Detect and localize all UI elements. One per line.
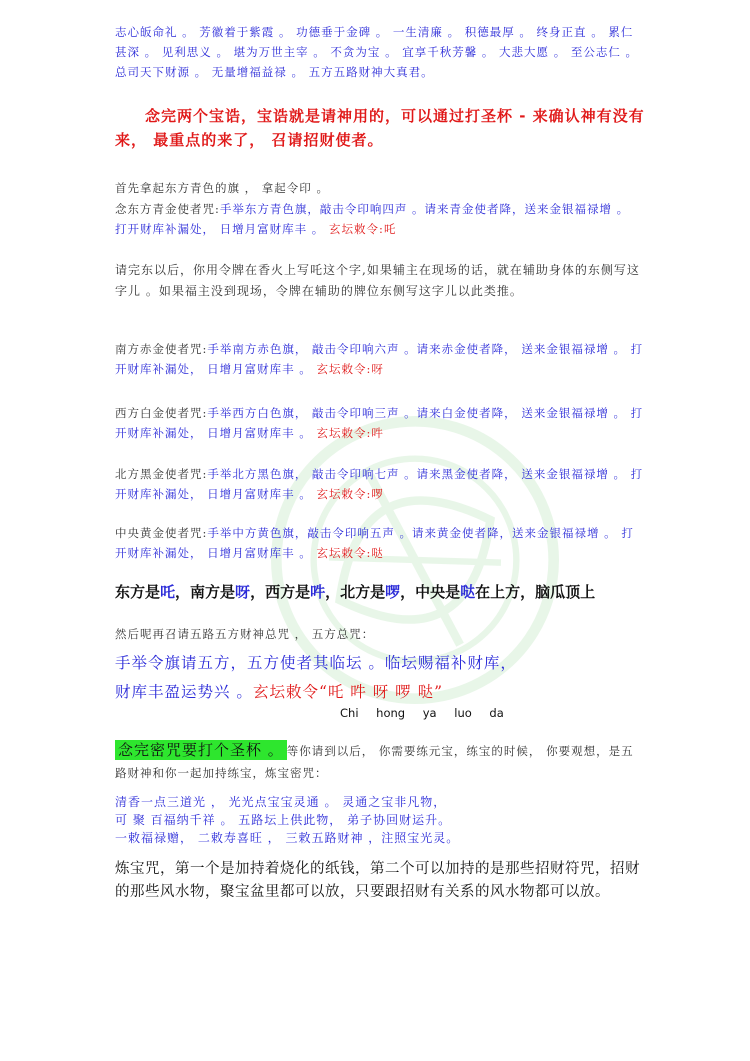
summary-syllable: 呀 <box>235 583 251 601</box>
south-prefix: 南方赤金使者咒: <box>115 342 208 356</box>
summary-syllable: 哒 <box>460 583 476 601</box>
north-body: 手举北方黑色旗， 敲击令印响七声 。请来黑金使者降， 送来金银福禄增 。 打开财库补漏处， 日增月富财库丰 。 <box>115 467 644 501</box>
south-mantra <box>115 339 645 379</box>
pinyin-line: Chi hong ya luo da <box>340 706 504 720</box>
east-mantra <box>115 199 645 239</box>
summary-syllable: 吒 <box>160 583 176 601</box>
closing-paragraph: 炼宝咒，第一个是加持着烧化的纸钱，第二个可以加持的是那些招财符咒，招财的那些风水物，聚宝盆里都可以放，只要跟招财有关系的风水物都可以放。 <box>115 861 640 900</box>
center-command: 玄坛敕令:哒 <box>316 546 384 560</box>
five-mantra-line2 <box>115 677 675 707</box>
summary-text: ，南方是 <box>175 583 236 601</box>
green-paragraph-text: 等你请到以后， 你需要练元宝，练宝的时候， 你要观想，是五路财神和你一起加持练宝，炼宝密咒： <box>115 744 634 780</box>
refine-line: 清香一点三道光 ， 光光点宝宝灵通 。 灵通之宝非凡物， <box>115 795 447 809</box>
north-command: 玄坛敕令:啰 <box>316 487 384 501</box>
summary-syllable: 啰 <box>385 583 401 601</box>
direction-summary <box>115 580 675 604</box>
green-paragraph <box>115 739 645 784</box>
summary-text: ，北方是 <box>325 583 386 601</box>
summary-syllable: 吽 <box>310 583 326 601</box>
five-mantra-line1: 手举令旗请五方，五方使者其临坛 。临坛赐福补财库， <box>115 654 517 672</box>
intro-verse: 志心皈命礼 。 芳徽着于紫霞 。 功德垂于金碑 。 一生清廉 。 积德最厚 。 终身正直 。 累仁甚深 。 见利思义 。 堪为万世主宰 。 不贪为宝 。 宜享千秋芳馨 。 大悲大愿 。 至公志仁 。 总司天下财源 。 无量增福益禄 。 五方五路财神大真君。 <box>115 25 639 79</box>
green-highlight: 念完密咒要打个圣杯 。 <box>115 740 287 760</box>
instruction-paragraph: 请完东以后，你用令牌在香火上写吒这个字,如果辅主在现场的话，就在辅助身体的东侧写这字儿 。如果福主没到现场，令牌在辅助的牌位东侧写这字儿以此类推。 <box>115 263 640 298</box>
summary-text: 在上方，脑瓜顶上 <box>475 583 596 601</box>
summary-text: ，中央是 <box>400 583 461 601</box>
refine-mantra <box>115 793 645 847</box>
five-mantra-command: 玄坛敕令“吒 吽 呀 啰 哒” <box>252 683 443 701</box>
refine-line: 可 聚 百福纳千祥 。 五路坛上供此物， 弟子协回财运升。 <box>115 813 452 827</box>
south-command: 玄坛敕令:呀 <box>316 362 384 376</box>
summary-text: ，西方是 <box>250 583 311 601</box>
east-intro: 首先拿起东方青色的旗 ， 拿起令印 。 <box>115 181 329 195</box>
west-command: 玄坛敕令:吽 <box>316 426 384 440</box>
east-body: 手举东方青色旗，敲击令印响四声 。请来青金使者降，送来金银福禄增 。 打开财库补漏处， 日增月富财库丰 。 <box>115 202 630 236</box>
five-mantra-body: 财库丰盈运势兴 。 <box>115 683 253 701</box>
center-mantra <box>115 523 645 563</box>
center-prefix: 中央黄金使者咒: <box>115 526 208 540</box>
south-body: 手举南方赤色旗， 敲击令印响六声 。请来赤金使者降， 送来金银福禄增 。 打开财库补漏处， 日增月富财库丰 。 <box>115 342 644 376</box>
east-command: 玄坛敕令:吒 <box>328 222 397 236</box>
summary-text: 东方是 <box>115 583 161 601</box>
east-prefix: 念东方青金使者咒: <box>115 202 220 216</box>
refine-line: 一敕福禄赠， 二敕寿喜旺 ， 三敕五路财神 ，注照宝光灵。 <box>115 831 460 845</box>
center-body: 手举中方黄色旗，敲击令印响五声 。请来黄金使者降，送来金银福禄增 。 打开财库补漏处， 日增月富财库丰 。 <box>115 526 634 560</box>
west-mantra <box>115 403 645 443</box>
five-intro: 然后呢再召请五路五方财神总咒 ， 五方总咒： <box>115 627 375 641</box>
red-heading: 念完两个宝诰，宝诰就是请神用的，可以通过打圣杯 - 来确认神有没有来， 最重点的来了， 召请招财使者。 <box>115 107 645 149</box>
north-mantra <box>115 464 645 504</box>
west-prefix: 西方白金使者咒: <box>115 406 208 420</box>
west-body: 手举西方白色旗， 敲击令印响三声 。请来白金使者降， 送来金银福禄增 。 打开财库补漏处， 日增月富财库丰 。 <box>115 406 644 440</box>
north-prefix: 北方黑金使者咒: <box>115 467 208 481</box>
